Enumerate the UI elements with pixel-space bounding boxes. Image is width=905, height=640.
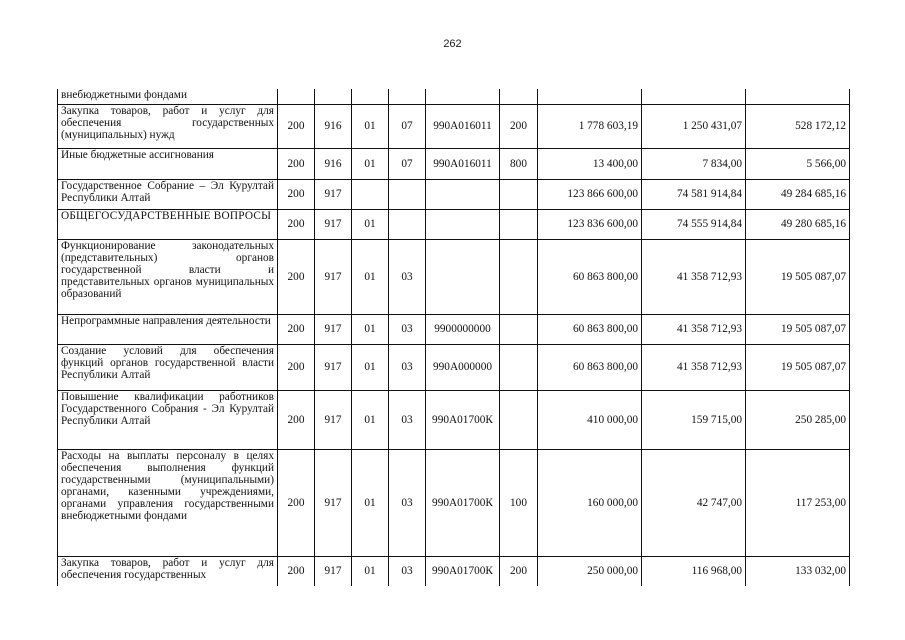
table-row (58, 89, 850, 104)
cell-csr (426, 89, 500, 104)
cell-sum-exec: 1 250 431,07 (642, 104, 746, 148)
cell-vr (500, 89, 538, 104)
cell-rz: 01 (352, 104, 389, 148)
row-name: внебюджетными фондами (58, 89, 278, 104)
cell-sum-exec: 116 968,00 (642, 556, 746, 586)
cell-vr (500, 314, 538, 344)
cell-sum-plan: 60 863 800,00 (538, 239, 642, 314)
table-row (58, 239, 850, 314)
cell-csr: 990А016011 (426, 148, 500, 179)
cell-gr: 200 (278, 449, 315, 556)
table-row (58, 179, 850, 209)
cell-sum-rest: 49 280 685,16 (746, 209, 850, 239)
cell-gr: 200 (278, 179, 315, 209)
cell-sum-rest: 250 285,00 (746, 390, 850, 449)
cell-pr (389, 89, 426, 104)
table-row (58, 390, 850, 449)
cell-ved: 917 (315, 344, 352, 390)
cell-gr: 200 (278, 239, 315, 314)
cell-ved: 917 (315, 390, 352, 449)
table-row (58, 556, 850, 586)
cell-rz (352, 89, 389, 104)
cell-csr: 990А01700К (426, 556, 500, 586)
cell-vr (500, 179, 538, 209)
table-row (58, 209, 850, 239)
cell-csr: 990А016011 (426, 104, 500, 148)
cell-gr: 200 (278, 209, 315, 239)
row-name: Функционирование законодательных (представительных) органов государственной власти и представительных органов муниципальных образований (58, 239, 278, 314)
cell-csr (426, 179, 500, 209)
cell-sum-rest (746, 89, 850, 104)
cell-pr: 03 (389, 314, 426, 344)
cell-sum-rest: 117 253,00 (746, 449, 850, 556)
cell-ved: 917 (315, 556, 352, 586)
cell-sum-plan: 410 000,00 (538, 390, 642, 449)
cell-sum-plan: 250 000,00 (538, 556, 642, 586)
cell-rz: 01 (352, 449, 389, 556)
cell-pr (389, 179, 426, 209)
cell-sum-plan: 160 000,00 (538, 449, 642, 556)
cell-sum-plan (538, 89, 642, 104)
cell-vr: 200 (500, 556, 538, 586)
cell-rz (352, 179, 389, 209)
cell-sum-exec: 41 358 712,93 (642, 344, 746, 390)
cell-sum-rest: 5 566,00 (746, 148, 850, 179)
cell-gr: 200 (278, 390, 315, 449)
cell-sum-plan: 60 863 800,00 (538, 314, 642, 344)
cell-pr: 03 (389, 449, 426, 556)
cell-sum-exec: 42 747,00 (642, 449, 746, 556)
row-name: Расходы на выплаты персоналу в целях обеспечения выполнения функций государственными (муниципальными) органами, казенными учреждениями, органами управления государственными внебюджетными фондами (58, 449, 278, 556)
cell-pr: 03 (389, 344, 426, 390)
cell-rz: 01 (352, 209, 389, 239)
cell-ved: 917 (315, 209, 352, 239)
cell-sum-plan: 1 778 603,19 (538, 104, 642, 148)
cell-pr: 07 (389, 104, 426, 148)
cell-sum-exec (642, 89, 746, 104)
cell-ved: 917 (315, 179, 352, 209)
cell-rz: 01 (352, 344, 389, 390)
cell-ved: 916 (315, 104, 352, 148)
cell-csr: 990А01700К (426, 390, 500, 449)
cell-gr: 200 (278, 556, 315, 586)
cell-sum-exec: 41 358 712,93 (642, 314, 746, 344)
cell-ved: 917 (315, 314, 352, 344)
cell-rz: 01 (352, 556, 389, 586)
cell-vr: 200 (500, 104, 538, 148)
cell-csr: 990А000000 (426, 344, 500, 390)
cell-csr (426, 209, 500, 239)
cell-rz: 01 (352, 314, 389, 344)
cell-ved: 917 (315, 239, 352, 314)
cell-sum-plan: 123 866 600,00 (538, 179, 642, 209)
row-name: ОБЩЕГОСУДАРСТВЕННЫЕ ВОПРОСЫ (58, 209, 278, 239)
cell-csr: 9900000000 (426, 314, 500, 344)
cell-sum-exec: 74 581 914,84 (642, 179, 746, 209)
cell-pr: 03 (389, 390, 426, 449)
row-name: Закупка товаров, работ и услуг для обеспечения государственных (58, 556, 278, 586)
table-row (58, 314, 850, 344)
cell-sum-exec: 7 834,00 (642, 148, 746, 179)
cell-sum-rest: 19 505 087,07 (746, 239, 850, 314)
cell-sum-rest: 49 284 685,16 (746, 179, 850, 209)
cell-sum-rest: 19 505 087,07 (746, 314, 850, 344)
cell-vr: 100 (500, 449, 538, 556)
cell-gr: 200 (278, 314, 315, 344)
budget-table (57, 89, 850, 586)
row-name: Создание условий для обеспечения функций органов государственной власти Республики Алтай (58, 344, 278, 390)
cell-ved: 917 (315, 449, 352, 556)
cell-sum-rest: 528 172,12 (746, 104, 850, 148)
cell-pr: 03 (389, 556, 426, 586)
cell-pr (389, 209, 426, 239)
cell-rz: 01 (352, 239, 389, 314)
cell-gr (278, 89, 315, 104)
cell-sum-exec: 74 555 914,84 (642, 209, 746, 239)
table-row (58, 104, 850, 148)
cell-vr (500, 239, 538, 314)
cell-sum-plan: 60 863 800,00 (538, 344, 642, 390)
cell-sum-plan: 13 400,00 (538, 148, 642, 179)
cell-gr: 200 (278, 104, 315, 148)
cell-sum-rest: 19 505 087,07 (746, 344, 850, 390)
row-name: Закупка товаров, работ и услуг для обеспечения государственных (муниципальных) нужд (58, 104, 278, 148)
table-row (58, 148, 850, 179)
cell-csr: 990А01700К (426, 449, 500, 556)
page-number: 262 (443, 38, 462, 50)
cell-pr: 03 (389, 239, 426, 314)
cell-csr (426, 239, 500, 314)
cell-ved: 916 (315, 148, 352, 179)
row-name: Государственное Собрание – Эл Курултай Республики Алтай (58, 179, 278, 209)
cell-sum-exec: 159 715,00 (642, 390, 746, 449)
row-name: Непрограммные направления деятельности (58, 314, 278, 344)
cell-rz: 01 (352, 148, 389, 179)
cell-gr: 200 (278, 148, 315, 179)
cell-vr (500, 390, 538, 449)
cell-vr (500, 344, 538, 390)
row-name: Повышение квалификации работников Государственного Собрания - Эл Курултай Республики Алтай (58, 390, 278, 449)
cell-gr: 200 (278, 344, 315, 390)
cell-sum-rest: 133 032,00 (746, 556, 850, 586)
cell-rz: 01 (352, 390, 389, 449)
cell-ved (315, 89, 352, 104)
cell-vr: 800 (500, 148, 538, 179)
table-row (58, 449, 850, 556)
cell-sum-plan: 123 836 600,00 (538, 209, 642, 239)
cell-vr (500, 209, 538, 239)
table-row (58, 344, 850, 390)
cell-pr: 07 (389, 148, 426, 179)
cell-sum-exec: 41 358 712,93 (642, 239, 746, 314)
row-name: Иные бюджетные ассигнования (58, 148, 278, 179)
